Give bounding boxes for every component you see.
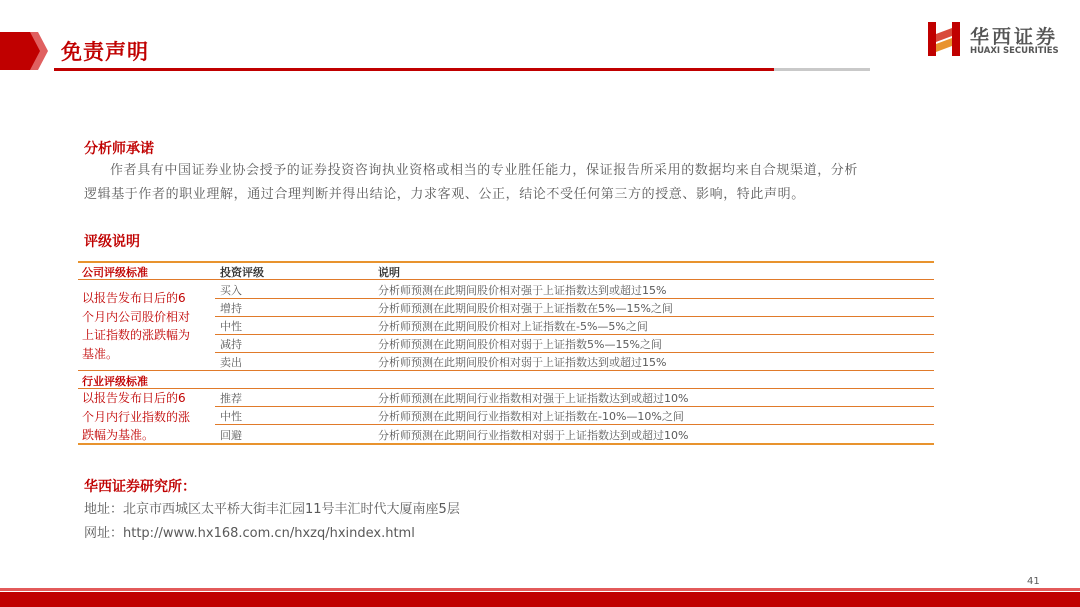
table-row-rule xyxy=(215,352,934,353)
rating-industry-neutral-desc: 分析师预测在此期间行业指数相对上证指数在-10%—10%之间 xyxy=(378,410,684,423)
table-row-rule xyxy=(215,334,934,335)
company-desc-line: 以报告发布日后的6 xyxy=(82,291,186,305)
table-rule-top xyxy=(78,261,934,263)
header-description: 说明 xyxy=(378,266,400,279)
industry-desc-line: 以报告发布日后的6 xyxy=(82,391,186,405)
rating-buy: 买入 xyxy=(220,284,242,297)
footer-bar xyxy=(0,592,1080,607)
header-chevron-icon xyxy=(0,32,48,70)
company-standard-description xyxy=(82,289,212,363)
company-desc-line: 上证指数的涨跌幅为 xyxy=(82,328,191,342)
institute-title: 华西证券研究所： xyxy=(84,479,196,495)
company-desc-line: 基准。 xyxy=(82,346,119,361)
rating-add-desc: 分析师预测在此期间股价相对强于上证指数在5%—15%之间 xyxy=(378,302,673,315)
rating-neutral: 中性 xyxy=(220,320,242,333)
table-row-rule xyxy=(215,406,934,407)
rating-buy-desc: 分析师预测在此期间股价相对强于上证指数达到或超过15% xyxy=(378,284,667,297)
rating-add: 增持 xyxy=(220,302,242,315)
rating-reduce: 减持 xyxy=(220,338,242,351)
table-row-rule xyxy=(215,316,934,317)
page-number: 41 xyxy=(1027,576,1040,587)
analyst-commitment-line-2: 逻辑基于作者的职业理解，通过合理判断并得出结论，力求客观、公正，结论不受任何第三方的授意、影响，特此声明。 xyxy=(84,187,805,202)
table-row-rule xyxy=(215,298,934,299)
rating-avoid-desc: 分析师预测在此期间行业指数相对弱于上证指数达到或超过10% xyxy=(378,429,689,442)
footer-accent xyxy=(0,588,1080,591)
company-logo xyxy=(926,20,1066,60)
header-company-standard: 公司评级标准 xyxy=(82,266,148,279)
header-rule-accent xyxy=(54,68,774,71)
institute-website[interactable]: 网址：http://www.hx168.com.cn/hxzq/hxindex.html xyxy=(84,526,415,541)
header-industry-standard: 行业评级标准 xyxy=(82,375,148,388)
rating-reduce-desc: 分析师预测在此期间股价相对弱于上证指数5%—15%之间 xyxy=(378,338,662,351)
table-row-rule xyxy=(215,424,934,425)
rating-neutral-desc: 分析师预测在此期间股价相对上证指数在-5%—5%之间 xyxy=(378,320,648,333)
industry-desc-line: 个月内行业指数的涨 xyxy=(82,409,191,424)
table-rule-section xyxy=(78,370,934,371)
rating-avoid: 回避 xyxy=(220,429,242,442)
header-investment-rating: 投资评级 xyxy=(220,266,264,279)
table-rule-header xyxy=(78,279,934,280)
institute-address: 地址：北京市西城区太平桥大街丰汇园11号丰汇时代大厦南座5层 xyxy=(84,502,460,517)
industry-desc-line: 跌幅为基准。 xyxy=(82,428,155,442)
rating-recommend-desc: 分析师预测在此期间行业指数相对强于上证指数达到或超过10% xyxy=(378,392,689,405)
rating-recommend: 推荐 xyxy=(220,392,242,405)
rating-sell: 卖出 xyxy=(220,356,242,369)
page-title: 免责声明 xyxy=(61,40,149,64)
logo-chinese-name: 华西证券 xyxy=(970,26,1059,48)
company-desc-line: 个月内公司股价相对 xyxy=(82,309,191,324)
logo-english-name: HUAXI SECURITIES xyxy=(970,46,1059,56)
rating-industry-neutral: 中性 xyxy=(220,410,242,423)
rating-section-title: 评级说明 xyxy=(84,234,140,250)
analyst-commitment-title: 分析师承诺 xyxy=(84,141,154,157)
huaxi-logo-icon xyxy=(926,20,962,58)
analyst-commitment-line-1: 作者具有中国证券业协会授予的证券投资咨询执业资格或相当的专业胜任能力，保证报告所采用的数据均来自合规渠道，分析 xyxy=(110,163,859,178)
industry-standard-description xyxy=(82,389,212,445)
table-rule-bottom xyxy=(78,443,934,445)
rating-sell-desc: 分析师预测在此期间股价相对弱于上证指数达到或超过15% xyxy=(378,356,667,369)
